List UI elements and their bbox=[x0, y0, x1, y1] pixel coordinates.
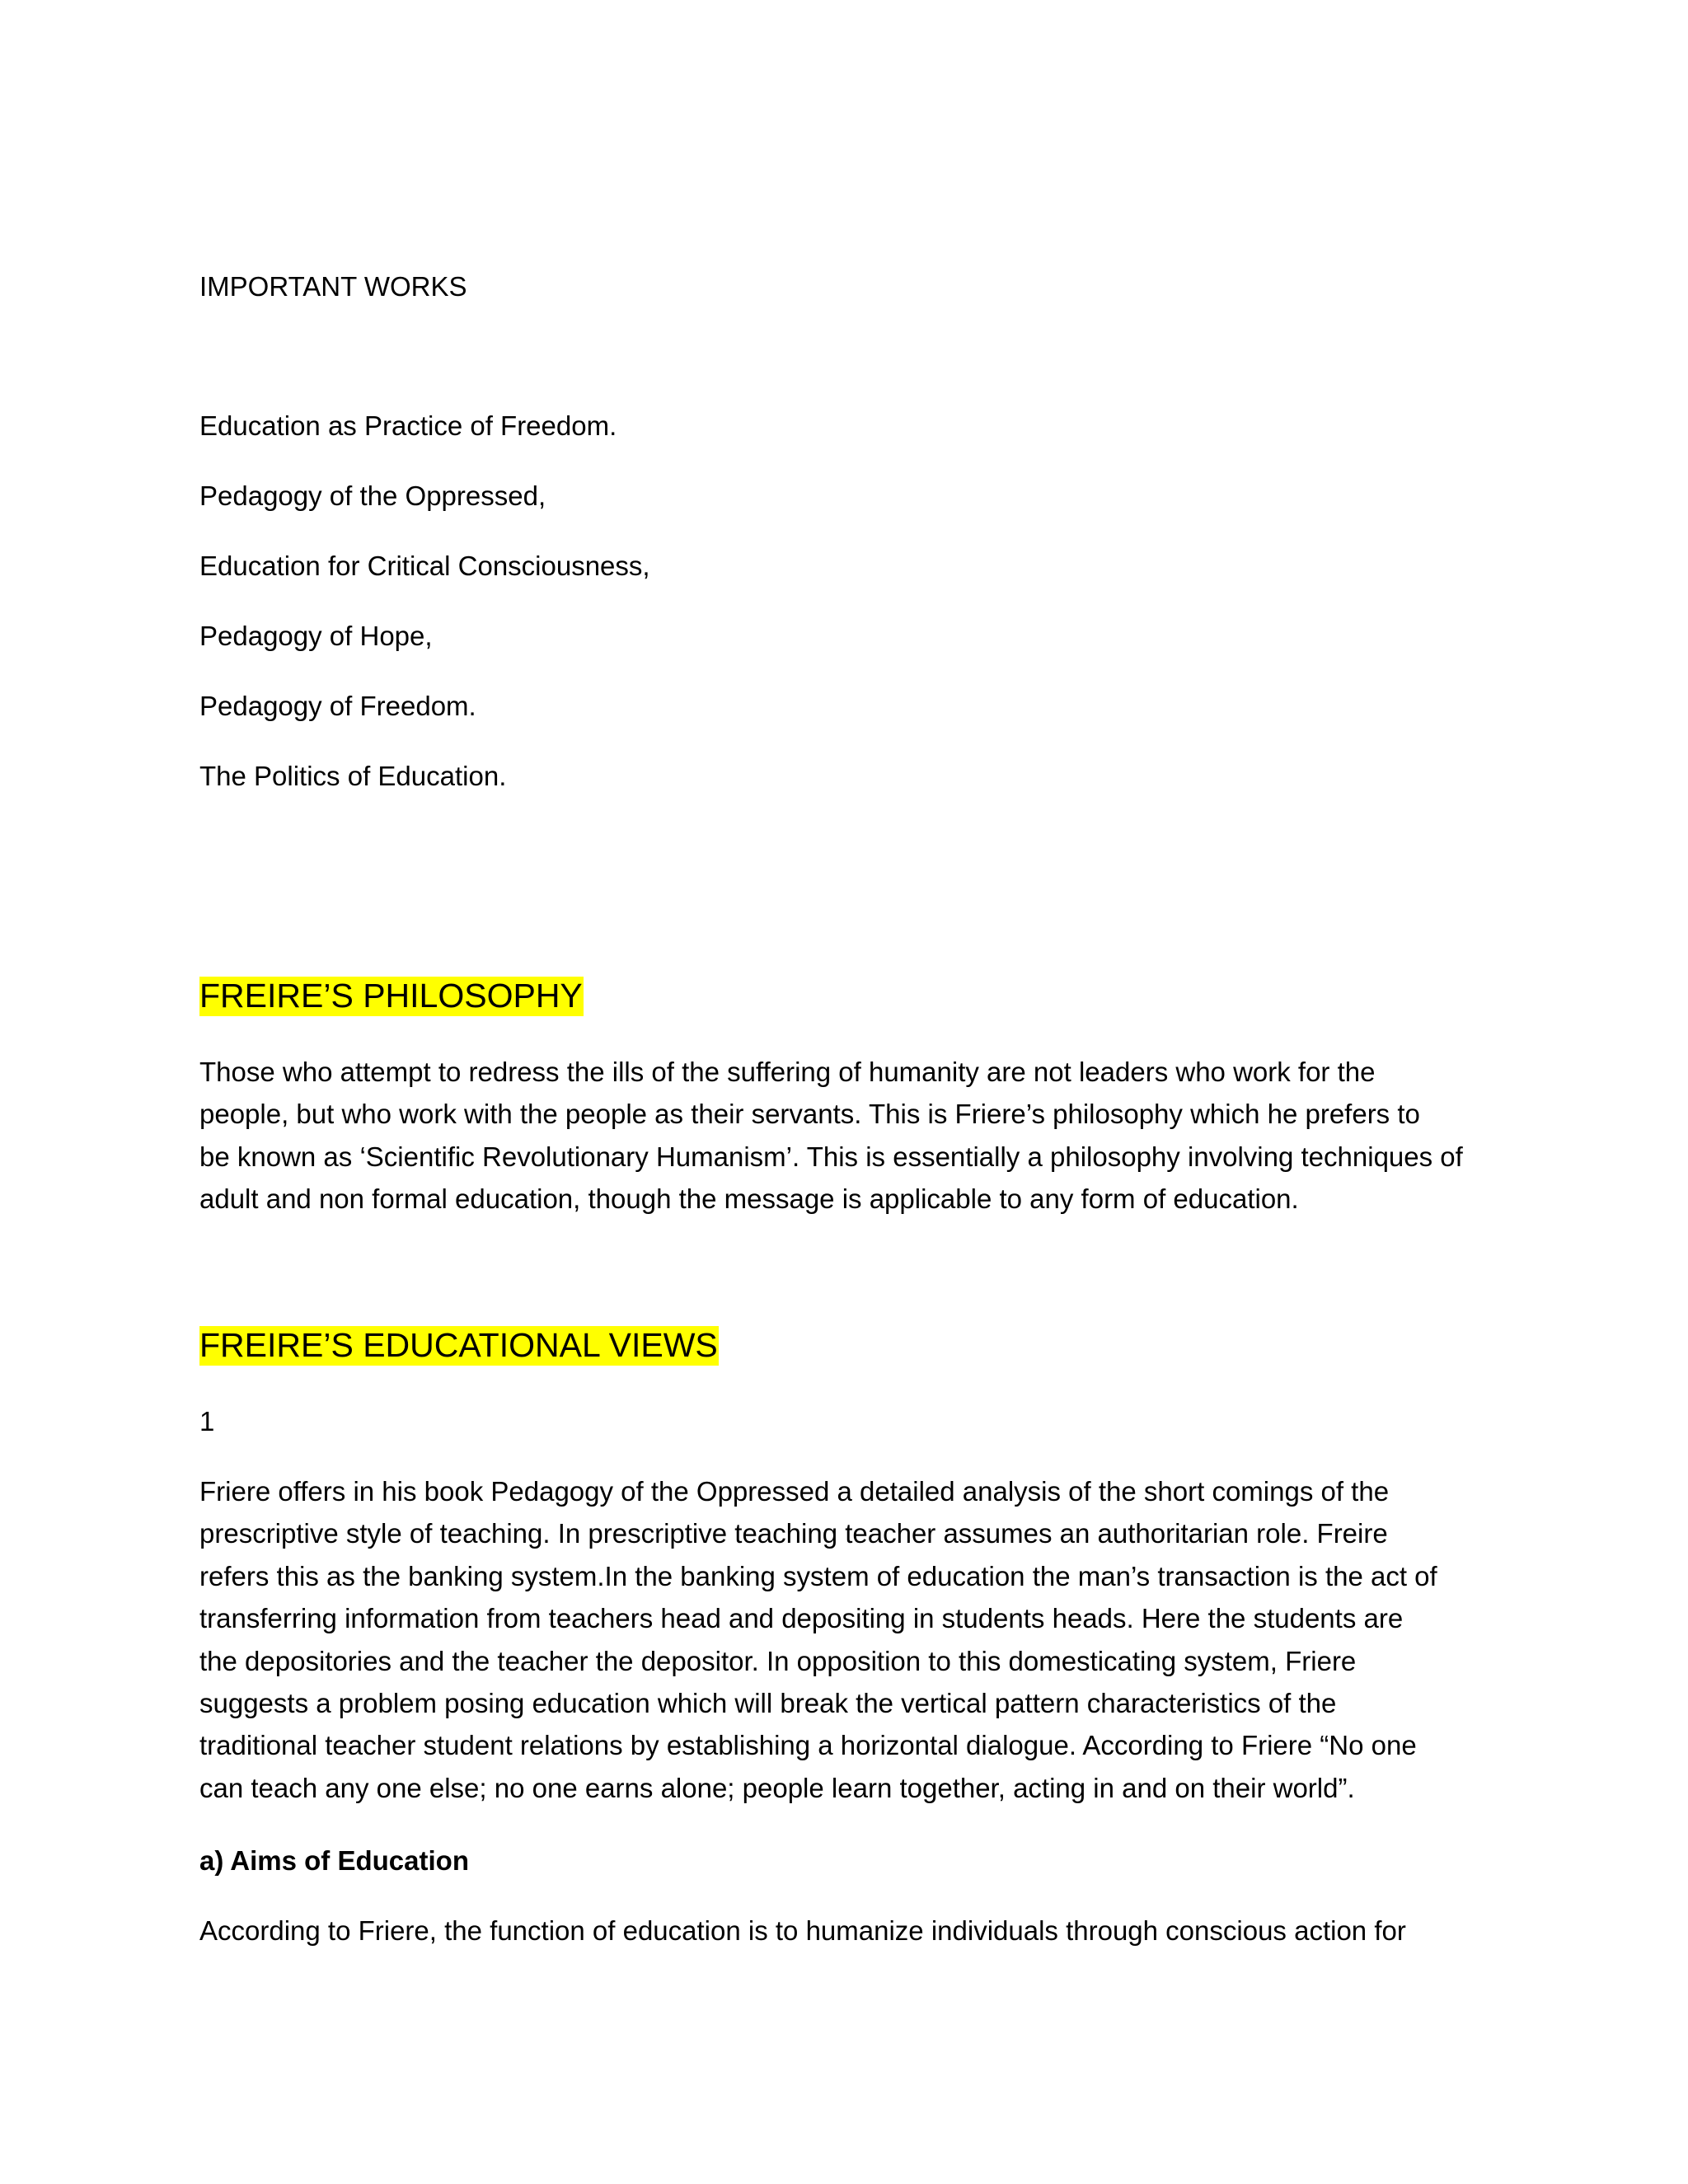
educational-views-heading bbox=[199, 1322, 719, 1368]
work-item: Education for Critical Consciousness, bbox=[199, 551, 650, 581]
work-item: Pedagogy of Freedom. bbox=[199, 691, 476, 721]
paragraph-line: the depositories and the teacher the depositor. In opposition to this domesticating system, Friere bbox=[199, 1645, 1357, 1676]
paragraph-line: suggests a problem posing education which will break the vertical pattern characteristics of the bbox=[199, 1688, 1337, 1719]
paragraph-line: Friere offers in his book Pedagogy of the Oppressed a detailed analysis of the short comings of the bbox=[199, 1476, 1390, 1507]
educational-views-paragraph bbox=[199, 1470, 1502, 1809]
paragraph-line: be known as ‘Scientific Revolutionary Humanism’. This is essentially a philosophy involving techniques of bbox=[199, 1141, 1463, 1172]
work-item: Pedagogy of the Oppressed, bbox=[199, 480, 546, 511]
aims-paragraph-line: According to Friere, the function of education is to humanize individuals through conscious action for bbox=[199, 1915, 1406, 1946]
paragraph-line: refers this as the banking system.In the banking system of education the man’s transaction is the act of bbox=[199, 1560, 1437, 1591]
aims-heading: a) Aims of Education bbox=[199, 1845, 469, 1876]
paragraph-line: people, but who work with the people as their servants. This is Friere’s philosophy which he prefers to bbox=[199, 1099, 1420, 1130]
work-item: The Politics of Education. bbox=[199, 761, 507, 791]
philosophy-heading-text: FREIRE’S PHILOSOPHY bbox=[199, 977, 583, 1015]
work-item: Education as Practice of Freedom. bbox=[199, 410, 617, 441]
work-item: Pedagogy of Hope, bbox=[199, 621, 433, 651]
important-works-heading: IMPORTANT WORKS bbox=[199, 271, 467, 302]
paragraph-line: adult and non formal education, though the message is applicable to any form of education. bbox=[199, 1183, 1299, 1215]
section-number: 1 bbox=[199, 1406, 215, 1436]
philosophy-heading bbox=[199, 972, 584, 1019]
educational-views-heading-text: FREIRE’S EDUCATIONAL VIEWS bbox=[199, 1326, 718, 1364]
paragraph-line: transferring information from teachers head and depositing in students heads. Here the students are bbox=[199, 1603, 1404, 1634]
paragraph-line: traditional teacher student relations by establishing a horizontal dialogue. According to Friere “No one bbox=[199, 1730, 1417, 1761]
paragraph-line: Those who attempt to redress the ills of the suffering of humanity are not leaders who work for the bbox=[199, 1057, 1376, 1087]
paragraph-line: prescriptive style of teaching. In prescriptive teaching teacher assumes an authoritarian role. Freire bbox=[199, 1518, 1388, 1549]
philosophy-paragraph bbox=[199, 1051, 1502, 1221]
paragraph-line: can teach any one else; no one earns alone; people learn together, acting in and on their world”. bbox=[199, 1772, 1355, 1803]
